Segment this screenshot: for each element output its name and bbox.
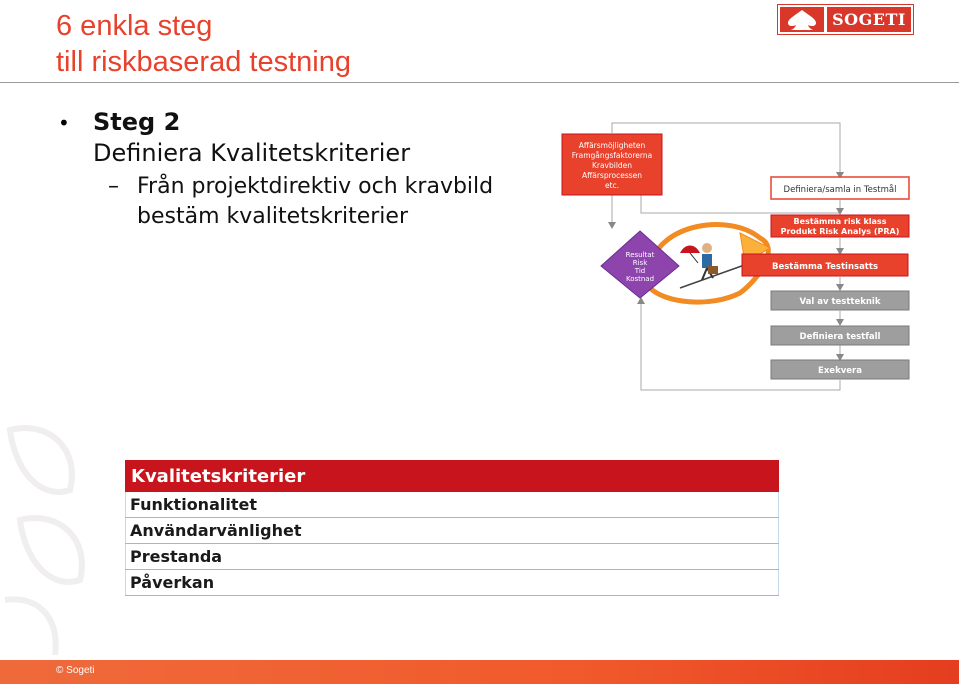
step-box (771, 360, 909, 379)
table-row (126, 570, 779, 596)
table-cell: Prestanda (126, 544, 779, 570)
input-box (562, 134, 662, 195)
input-box-line: etc. (604, 181, 620, 190)
step-box (771, 177, 909, 199)
step-box (771, 291, 909, 310)
input-box-line: Kravbilden (591, 161, 633, 170)
risk-process-diagram (550, 118, 920, 398)
table-cell: Funktionalitet (126, 492, 779, 518)
background-leaf-pattern (0, 410, 140, 660)
copyright-text: © Sogeti (56, 665, 95, 676)
diamond-line: Resultat (625, 251, 655, 259)
table-cell: Påverkan (126, 570, 779, 596)
sub-bullet-dash-icon: – (108, 174, 119, 199)
table-row (126, 492, 779, 518)
step-title: Steg 2 (93, 108, 181, 136)
step-label: Exekvera (818, 366, 862, 376)
step-box (742, 254, 908, 276)
step-label: Bestämma risk klass (793, 217, 887, 226)
step-label: Produkt Risk Analys (PRA) (780, 227, 900, 236)
sub-bullet-line-2: bestäm kvalitetskriterier (137, 204, 409, 229)
diamond-line: Kostnad (625, 275, 655, 283)
step-label: Val av testteknik (799, 297, 881, 307)
page-title (56, 8, 351, 80)
title-line-1: 6 enkla steg (56, 10, 213, 42)
step-label: Definiera testfall (799, 332, 881, 342)
title-line-2: till riskbaserad testning (56, 46, 351, 78)
table-cell: Användarvänlighet (126, 518, 779, 544)
bullet-icon: • (58, 111, 70, 135)
table-header: Kvalitetskriterier (126, 461, 779, 492)
tightrope-walker-icon (680, 243, 750, 288)
spade-logo-icon (780, 7, 824, 32)
quality-criteria-table (125, 460, 779, 596)
step-subtitle: Definiera Kvalitetskriterier (93, 139, 411, 167)
table-row (126, 518, 779, 544)
input-box-line: Affärsprocessen (581, 171, 643, 180)
diamond-line: Risk (632, 259, 648, 267)
input-box-line: Framgångsfaktorerna (571, 151, 653, 160)
input-box-line: Affärsmöjligheten (578, 141, 646, 150)
title-divider (0, 82, 959, 83)
sogeti-logo (777, 4, 914, 35)
sub-bullet-line-1: Från projektdirektiv och kravbild (137, 174, 494, 199)
step-label: Definiera/samla in Testmål (783, 185, 897, 195)
logo-wordmark: SOGETI (827, 7, 911, 32)
table-row (126, 544, 779, 570)
diamond-line: Tid (634, 267, 646, 275)
step-box (771, 215, 909, 237)
footer-bar (0, 660, 959, 684)
step-label: Bestämma Testinsatts (771, 262, 879, 272)
step-box (771, 326, 909, 345)
